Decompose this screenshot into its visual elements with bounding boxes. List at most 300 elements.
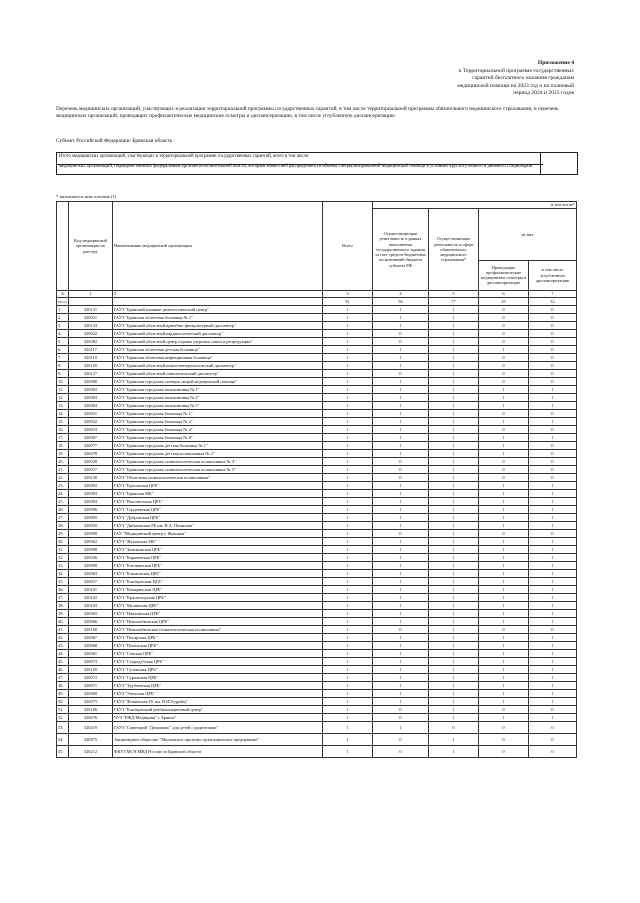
value-cell: 1 <box>479 514 529 522</box>
value-cell: 1 <box>529 418 577 426</box>
value-cell: 1 <box>429 618 479 626</box>
value-cell: 1 <box>373 306 429 314</box>
value-cell: 1 <box>429 586 479 594</box>
value-cell: 1 <box>429 706 479 714</box>
value-cell: 1 <box>373 642 429 650</box>
value-cell: 0 <box>373 330 429 338</box>
row-number: 18. <box>57 442 69 450</box>
org-code: 320099 <box>69 530 113 538</box>
table-row <box>57 322 577 330</box>
org-code: 320071 <box>69 682 113 690</box>
org-code: 320066 <box>69 618 113 626</box>
row-number: 14. <box>57 410 69 418</box>
index-cell: 1 <box>69 291 113 298</box>
org-name: ГАУЗ "Брянская городская станция скорой медицинской помощи" <box>113 378 323 386</box>
value-cell: 1 <box>529 562 577 570</box>
value-cell: 1 <box>529 554 577 562</box>
row-number: 15. <box>57 418 69 426</box>
org-name: ГАУ "Медицинский центр г. Жуковки" <box>113 530 323 538</box>
row-number: 3. <box>57 322 69 330</box>
value-cell: 0 <box>479 410 529 418</box>
value-cell: 1 <box>323 482 373 490</box>
value-cell: 1 <box>323 386 373 394</box>
org-name: ГАУЗ "Брянский областной центр охраны здоровья семьи и репродукции" <box>113 338 323 346</box>
row-number: 35. <box>57 578 69 586</box>
value-cell: 1 <box>323 650 373 658</box>
appendix-line: медицинской помощи на 2023 год и на плановый <box>457 82 574 89</box>
value-cell: 1 <box>479 450 529 458</box>
value-cell: 1 <box>323 322 373 330</box>
table-row <box>57 690 577 698</box>
table-row <box>57 562 577 570</box>
value-cell: 1 <box>323 338 373 346</box>
value-cell: 1 <box>529 682 577 690</box>
value-cell: 0 <box>529 378 577 386</box>
summary-line-1: Итого медицинских организаций, участвующих в территориальной программе государственных гарантий, всего в том числе: <box>57 153 543 165</box>
org-code: 320076 <box>69 714 113 722</box>
org-name: ГБУЗ "Почепская ЦРБ" <box>113 642 323 650</box>
org-code: 320075 <box>69 698 113 706</box>
row-number: 33. <box>57 562 69 570</box>
value-cell: 1 <box>429 674 479 682</box>
value-cell: 1 <box>373 554 429 562</box>
table-row <box>57 714 577 722</box>
value-cell: 1 <box>479 538 529 546</box>
row-number: 6. <box>57 346 69 354</box>
value-cell: 1 <box>373 418 429 426</box>
table-row <box>57 474 577 482</box>
org-code: 320073 <box>69 658 113 666</box>
value-cell: 1 <box>429 394 479 402</box>
value-cell: 1 <box>429 450 479 458</box>
value-cell: 1 <box>323 458 373 466</box>
value-cell: 0 <box>479 362 529 370</box>
row-number: 24. <box>57 490 69 498</box>
table-row <box>57 682 577 690</box>
table-row <box>57 650 577 658</box>
row-number: 21. <box>57 466 69 474</box>
table-row <box>57 706 577 714</box>
value-cell: 1 <box>529 482 577 490</box>
org-code: 320092 <box>69 482 113 490</box>
value-cell: 1 <box>429 634 479 642</box>
table-row <box>57 314 577 322</box>
value-cell: 1 <box>373 594 429 602</box>
row-number: 9. <box>57 370 69 378</box>
value-cell: 0 <box>373 338 429 346</box>
row-number: 45. <box>57 658 69 666</box>
value-cell: 1 <box>429 354 479 362</box>
org-name: ГАУЗ "Брянский областной кожно-венерологический диспансер" <box>113 362 323 370</box>
value-cell: 1 <box>323 734 373 746</box>
row-number: 13. <box>57 402 69 410</box>
value-cell: 1 <box>529 570 577 578</box>
table-row <box>57 658 577 666</box>
value-cell: 1 <box>529 634 577 642</box>
org-code: 320032 <box>69 418 113 426</box>
org-code: 320063 <box>69 570 113 578</box>
value-cell: 1 <box>479 386 529 394</box>
totals-cell: 77 <box>429 298 479 306</box>
value-cell: 1 <box>429 330 479 338</box>
row-number: 20. <box>57 458 69 466</box>
value-cell: 1 <box>323 690 373 698</box>
value-cell: 1 <box>373 650 429 658</box>
value-cell: 1 <box>429 642 479 650</box>
value-cell: 0 <box>529 370 577 378</box>
row-number: 48. <box>57 682 69 690</box>
value-cell: 1 <box>373 498 429 506</box>
value-cell: 1 <box>479 578 529 586</box>
value-cell: 1 <box>429 402 479 410</box>
value-cell: 1 <box>323 498 373 506</box>
org-code: 320134 <box>69 322 113 330</box>
value-cell: 1 <box>479 698 529 706</box>
value-cell: 1 <box>529 594 577 602</box>
org-name: ГАУЗ "Брянская городская стоматологическая поликлиника № 3" <box>113 466 323 474</box>
row-number: 40. <box>57 618 69 626</box>
value-cell: 0 <box>479 314 529 322</box>
value-cell: 1 <box>479 634 529 642</box>
value-cell: 1 <box>479 570 529 578</box>
table-row <box>57 734 577 746</box>
org-code: 320007 <box>69 434 113 442</box>
value-cell: 1 <box>323 346 373 354</box>
value-cell: 1 <box>479 506 529 514</box>
table-row <box>57 666 577 674</box>
org-name: ГБУЗ "Карачевская ЦРБ" <box>113 554 323 562</box>
row-number: 4. <box>57 330 69 338</box>
value-cell: 0 <box>529 426 577 434</box>
org-name: ЧУЗ "РЖД-Медицина" г. Брянск" <box>113 714 323 722</box>
value-cell: 0 <box>529 410 577 418</box>
org-code: 320099 <box>69 562 113 570</box>
value-cell: 1 <box>323 418 373 426</box>
value-cell: 1 <box>479 682 529 690</box>
value-cell: 1 <box>429 362 479 370</box>
value-cell: 0 <box>479 722 529 734</box>
row-number: 19. <box>57 450 69 458</box>
org-name: ГБУЗ "Навлинская ЦРБ" <box>113 610 323 618</box>
org-name: ГБУЗ "Комаричская ЦРБ" <box>113 586 323 594</box>
header-total: Всего <box>323 202 373 291</box>
row-number: 29. <box>57 530 69 538</box>
appendix-line: к Территориальной программе государственных <box>458 67 574 74</box>
value-cell: 0 <box>373 466 429 474</box>
org-name: ГАУЗ "Брянская городская поликлиника № 1" <box>113 386 323 394</box>
value-cell: 1 <box>373 634 429 642</box>
table-row <box>57 338 577 346</box>
value-cell: 1 <box>323 554 373 562</box>
header-deep: в том числе углубленную диспансеризацию <box>529 260 577 290</box>
value-cell: 0 <box>479 338 529 346</box>
totals-empty <box>113 298 323 306</box>
org-name: ГБУЗ "Гордеевская ЦРБ" <box>113 506 323 514</box>
header-of-them: из них <box>479 209 577 261</box>
value-cell: 0 <box>479 322 529 330</box>
value-cell: 1 <box>429 602 479 610</box>
header-incl: в том числе* <box>373 202 577 209</box>
value-cell: 1 <box>373 506 429 514</box>
value-cell: 1 <box>479 666 529 674</box>
value-cell: 1 <box>373 610 429 618</box>
value-cell: 1 <box>373 346 429 354</box>
value-cell: 1 <box>373 362 429 370</box>
row-number: 23. <box>57 482 69 490</box>
value-cell: 1 <box>323 658 373 666</box>
value-cell: 1 <box>429 426 479 434</box>
table-row <box>57 330 577 338</box>
value-cell: 1 <box>429 514 479 522</box>
org-name: ГБУЗ "Красногорская ЦРБ" <box>113 594 323 602</box>
value-cell: 0 <box>429 722 479 734</box>
value-cell: 1 <box>323 714 373 722</box>
table-row <box>57 554 577 562</box>
org-code: 320098 <box>69 546 113 554</box>
value-cell: 1 <box>529 394 577 402</box>
value-cell: 0 <box>529 346 577 354</box>
table-row <box>57 642 577 650</box>
value-cell: 1 <box>429 562 479 570</box>
value-cell: 1 <box>373 698 429 706</box>
value-cell: 1 <box>479 610 529 618</box>
org-code: 320035 <box>69 522 113 530</box>
org-name: ГБУЗ "Стародубская ЦРБ" <box>113 658 323 666</box>
org-name: ГБУЗ "Выгоничская ЦРБ" <box>113 498 323 506</box>
totals-empty <box>69 298 113 306</box>
header-code: Код медицинской организации по реестру <box>69 202 113 291</box>
value-cell: 1 <box>323 666 373 674</box>
value-cell: 1 <box>479 498 529 506</box>
value-cell: 1 <box>479 482 529 490</box>
value-cell: 1 <box>429 442 479 450</box>
table-row <box>57 354 577 362</box>
row-number: 17. <box>57 434 69 442</box>
value-cell: 1 <box>429 434 479 442</box>
table-row <box>57 746 577 758</box>
value-cell: 1 <box>429 746 479 758</box>
org-name: ГАУЗ "Брянская городская детская поликлиника № 2" <box>113 450 323 458</box>
value-cell: 1 <box>323 674 373 682</box>
row-number: 43. <box>57 642 69 650</box>
org-code: 320062 <box>69 538 113 546</box>
org-code: 320031 <box>69 410 113 418</box>
value-cell: 0 <box>479 626 529 634</box>
value-cell: 0 <box>373 626 429 634</box>
value-cell: 1 <box>323 746 373 758</box>
org-code: 320102 <box>69 594 113 602</box>
table-row <box>57 594 577 602</box>
value-cell: 0 <box>373 530 429 538</box>
org-code: 320003 <box>69 394 113 402</box>
org-code: 320061 <box>69 650 113 658</box>
value-cell: 1 <box>479 690 529 698</box>
value-cell: 1 <box>323 634 373 642</box>
org-name: ГАУЗ "Брянская городская больница № 2" <box>113 418 323 426</box>
value-cell: 1 <box>373 666 429 674</box>
value-cell: 0 <box>529 474 577 482</box>
value-cell: 0 <box>529 746 577 758</box>
value-cell: 1 <box>373 514 429 522</box>
org-name: ГАУЗ "Брянская городская детская больница № 1" <box>113 442 323 450</box>
value-cell: 1 <box>529 698 577 706</box>
org-name: ГБУЗ "Злынковская ЦРБ" <box>113 546 323 554</box>
value-cell: 1 <box>373 410 429 418</box>
org-code: 320117 <box>69 346 113 354</box>
value-cell: 1 <box>479 554 529 562</box>
value-cell: 1 <box>373 690 429 698</box>
value-cell: 1 <box>373 442 429 450</box>
row-number: 34. <box>57 570 69 578</box>
value-cell: 1 <box>529 642 577 650</box>
value-cell: 1 <box>373 482 429 490</box>
value-cell: 1 <box>529 610 577 618</box>
row-number: 55. <box>57 746 69 758</box>
appendix-line: гарантий бесплатного оказания гражданам <box>472 75 574 82</box>
org-name: ГБУЗ "Унечская ЦРБ" <box>113 690 323 698</box>
value-cell: 0 <box>529 330 577 338</box>
header-prof: Проводящие профилактические медицинские осмотры и диспансеризацию <box>479 260 529 290</box>
value-cell: 1 <box>373 546 429 554</box>
index-cell: 3 <box>323 291 373 298</box>
org-code: 320080 <box>69 378 113 386</box>
header-state: Осуществляющие деятельность в рамках выполнения государственного задания за счет средств бюджетных ассигнований бюджета субъекта РФ <box>373 209 429 291</box>
value-cell: 1 <box>479 418 529 426</box>
appendix-header <box>374 60 574 98</box>
value-cell: 1 <box>529 514 577 522</box>
table-row <box>57 410 577 418</box>
summary-box <box>56 152 578 175</box>
table-row <box>57 546 577 554</box>
org-name: ГАУЗ "Брянская городская больница № 8" <box>113 434 323 442</box>
value-cell: 1 <box>323 434 373 442</box>
value-cell: 1 <box>529 618 577 626</box>
org-code: 320105 <box>69 362 113 370</box>
value-cell: 1 <box>429 690 479 698</box>
value-cell: 1 <box>323 722 373 734</box>
value-cell: 1 <box>323 522 373 530</box>
value-cell: 1 <box>429 554 479 562</box>
value-cell: 0 <box>529 466 577 474</box>
row-number: 53. <box>57 722 69 734</box>
table-row <box>57 610 577 618</box>
value-cell: 1 <box>529 586 577 594</box>
value-cell: 1 <box>529 714 577 722</box>
org-code: 320027 <box>69 466 113 474</box>
value-cell: 1 <box>429 386 479 394</box>
row-number: 7. <box>57 354 69 362</box>
row-number: 25. <box>57 498 69 506</box>
footnote: * заполняется знак отличия (1) <box>56 194 117 199</box>
row-number: 52. <box>57 714 69 722</box>
value-cell: 0 <box>529 354 577 362</box>
value-cell: 0 <box>373 734 429 746</box>
value-cell: 1 <box>529 650 577 658</box>
value-cell: 1 <box>479 434 529 442</box>
value-cell: 1 <box>429 482 479 490</box>
org-code: 320033 <box>69 426 113 434</box>
value-cell: 1 <box>479 618 529 626</box>
value-cell: 1 <box>429 490 479 498</box>
value-cell: 1 <box>373 386 429 394</box>
org-name: ГАУЗ "Брянский областной онкологический диспансер" <box>113 370 323 378</box>
org-name: ГБУЗ "Дубровская ЦРБ" <box>113 514 323 522</box>
org-code: 320095 <box>69 514 113 522</box>
org-code: 320094 <box>69 498 113 506</box>
org-name: ГАУЗ "Областная стоматологическая поликлиника" <box>113 474 323 482</box>
value-cell: 1 <box>529 602 577 610</box>
org-code: 320119 <box>69 354 113 362</box>
row-number: 2. <box>57 314 69 322</box>
value-cell: 1 <box>429 578 479 586</box>
org-name: ГАУЗ "Новозыбковская стоматологическая поликлиника" <box>113 626 323 634</box>
value-cell: 1 <box>529 386 577 394</box>
row-number: 26. <box>57 506 69 514</box>
summary-value-cell <box>540 153 577 174</box>
value-cell: 1 <box>429 338 479 346</box>
row-number: 47. <box>57 674 69 682</box>
value-cell: 1 <box>373 314 429 322</box>
value-cell: 1 <box>373 562 429 570</box>
value-cell: 1 <box>323 402 373 410</box>
row-number: 28. <box>57 522 69 530</box>
org-code: 320105 <box>69 666 113 674</box>
org-name: ГАУЗ "Брянский областной врачебно-физкультурный диспансер" <box>113 322 323 330</box>
value-cell: 1 <box>529 498 577 506</box>
value-cell: 1 <box>429 370 479 378</box>
value-cell: 0 <box>479 370 529 378</box>
table-row <box>57 362 577 370</box>
value-cell: 0 <box>479 426 529 434</box>
value-cell: 1 <box>373 522 429 530</box>
org-name: ГАУЗ "Брянская областная больница № 1" <box>113 314 323 322</box>
org-name: ГБУЗ "Клинцовский реабилитационный центр" <box>113 706 323 714</box>
org-name: ГАУЗ "Санаторий "Домашово" для детей с родителями" <box>113 722 323 734</box>
totals-row <box>57 298 577 306</box>
value-cell: 1 <box>479 674 529 682</box>
value-cell: 1 <box>429 506 479 514</box>
row-number: 32. <box>57 554 69 562</box>
row-number: 11. <box>57 386 69 394</box>
table-row <box>57 538 577 546</box>
value-cell: 1 <box>479 402 529 410</box>
value-cell: 1 <box>373 394 429 402</box>
value-cell: 1 <box>429 474 479 482</box>
org-code: 320093 <box>69 490 113 498</box>
org-code: 320160 <box>69 626 113 634</box>
org-code: 320072 <box>69 674 113 682</box>
org-name: ФКУЗ МСЧ МВД России по Брянской области <box>113 746 323 758</box>
value-cell: 1 <box>323 706 373 714</box>
value-cell: 1 <box>529 506 577 514</box>
value-cell: 1 <box>373 658 429 666</box>
table-row <box>57 626 577 634</box>
value-cell: 1 <box>479 394 529 402</box>
row-number: 31. <box>57 546 69 554</box>
org-code: 320131 <box>69 306 113 314</box>
org-name: ГАУЗ "Брянский областной кардиологический диспансер" <box>113 330 323 338</box>
value-cell: 1 <box>323 306 373 314</box>
value-cell: 1 <box>323 578 373 586</box>
org-code: 320002 <box>69 386 113 394</box>
table-row <box>57 458 577 466</box>
totals-cell: 91 <box>323 298 373 306</box>
value-cell: 1 <box>429 734 479 746</box>
totals-cell: 56 <box>373 298 429 306</box>
org-name: ГАУЗ "Брянская областная детская больница" <box>113 346 323 354</box>
table-row <box>57 570 577 578</box>
value-cell: 1 <box>429 610 479 618</box>
